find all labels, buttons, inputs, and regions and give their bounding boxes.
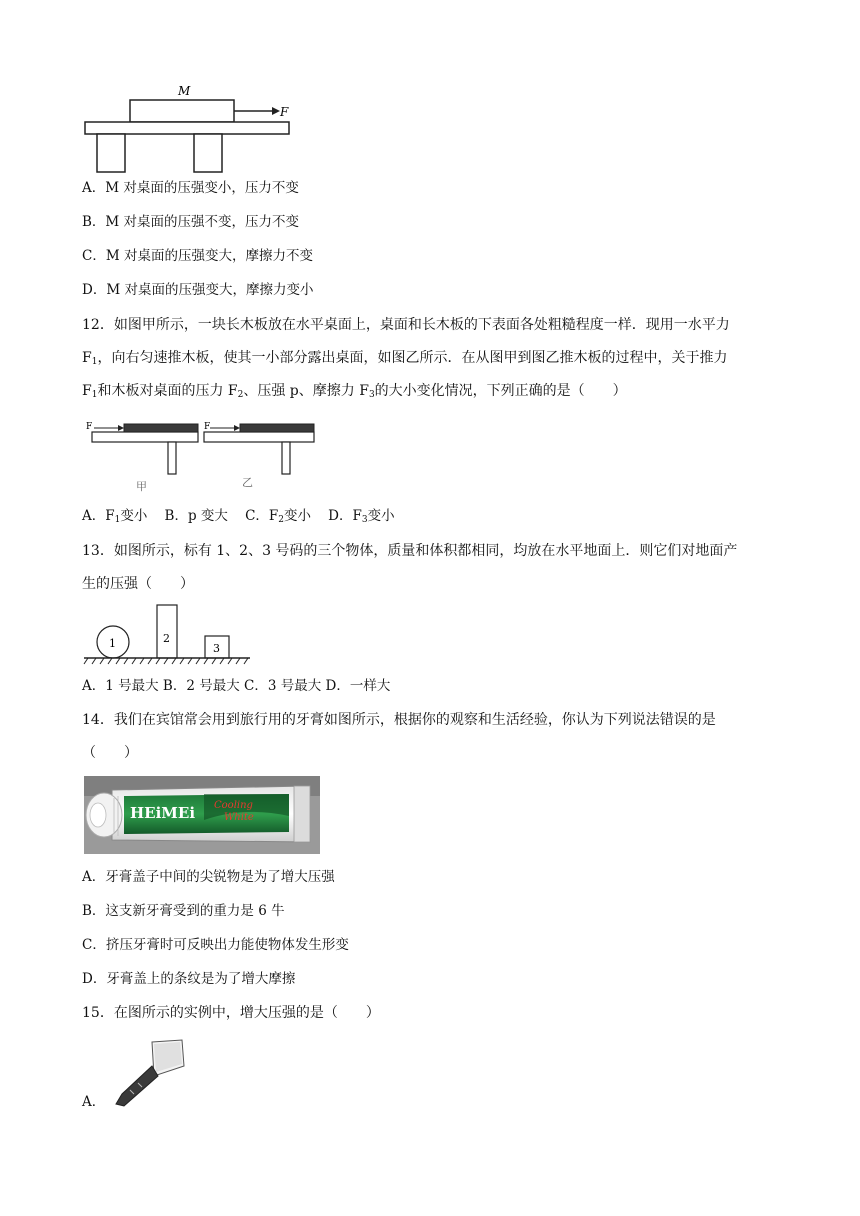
q15-stem: 15．在图所示的实例中，增大压强的是（ ） xyxy=(82,1005,380,1021)
q11-option-a: A．M 对桌面的压强变小，压力不变 xyxy=(82,180,299,196)
q14-option-c: C．挤压牙膏时可反映出力能使物体发生形变 xyxy=(82,937,349,953)
force-label-jia: F xyxy=(86,422,93,432)
q12-stem-line1: 12．如图甲所示，一块长木板放在水平桌面上，桌面和长木板的下表面各处粗糙程度一样．现用一水平力 xyxy=(82,317,730,333)
q14-option-d: D．牙膏盖上的条纹是为了增大摩擦 xyxy=(82,971,296,987)
q14-option-b: B．这支新牙膏受到的重力是 6 牛 xyxy=(82,903,285,919)
cleaver-knife-image xyxy=(104,1036,190,1110)
q11-option-c: C．M 对桌面的压强变大，摩擦力不变 xyxy=(82,248,313,264)
q12-stem-line2: $F_1$，向右匀速推木板，使其一小部分露出桌面，如图乙所示．在从图甲到图乙推木板的过程中，关于推力 xyxy=(82,350,728,367)
toothpaste-sub-brand-2: White xyxy=(224,812,254,823)
toothpaste-photo xyxy=(84,776,320,854)
object-label-3: 3 xyxy=(213,642,220,655)
q14-option-a: A．牙膏盖子中间的尖锐物是为了增大压强 xyxy=(82,869,335,885)
mass-label: M xyxy=(178,84,191,98)
object-label-2: 2 xyxy=(163,632,170,645)
force-label-yi: F xyxy=(204,422,211,432)
table-block-figure xyxy=(82,82,292,174)
q14-stem-line2: （ ） xyxy=(82,745,138,761)
q13-stem-line1: 13．如图所示，标有 1、2、3 号码的三个物体，质量和体积都相同，均放在水平地面上．则它们对地面产 xyxy=(82,543,738,559)
three-objects-figure xyxy=(82,600,252,668)
figure-label-yi: 乙 xyxy=(242,476,253,489)
board-push-figure xyxy=(82,420,322,496)
q11-option-b: B．M 对桌面的压强不变，压力不变 xyxy=(82,214,300,230)
q13-options: A．1 号最大 B．2 号最大 C．3 号最大 D．一样大 xyxy=(82,678,391,694)
q12-options: A．$F_1$变小 B．p 变大 C．$F_2$变小 D．$F_3$变小 xyxy=(82,508,395,525)
object-label-1: 1 xyxy=(109,637,116,650)
force-label: F xyxy=(280,105,289,119)
q14-stem-line1: 14．我们在宾馆常会用到旅行用的牙膏如图所示，根据你的观察和生活经验，你认为下列说法错误的是 xyxy=(82,712,716,728)
toothpaste-sub-brand-1: Cooling xyxy=(214,800,253,811)
figure-label-jia: 甲 xyxy=(136,480,147,493)
q15-option-a: A． xyxy=(82,1094,106,1110)
q12-stem-line3: $F_1$和木板对桌面的压力 $F_2$、压强 p、摩擦力 $F_3$的大小变化情况，下列正确的是（ ） xyxy=(82,383,627,400)
q13-stem-line2: 生的压强（ ） xyxy=(82,576,194,592)
q11-option-d: D．M 对桌面的压强变大，摩擦力变小 xyxy=(82,282,314,298)
toothpaste-brand: HEiMEi xyxy=(130,804,196,822)
